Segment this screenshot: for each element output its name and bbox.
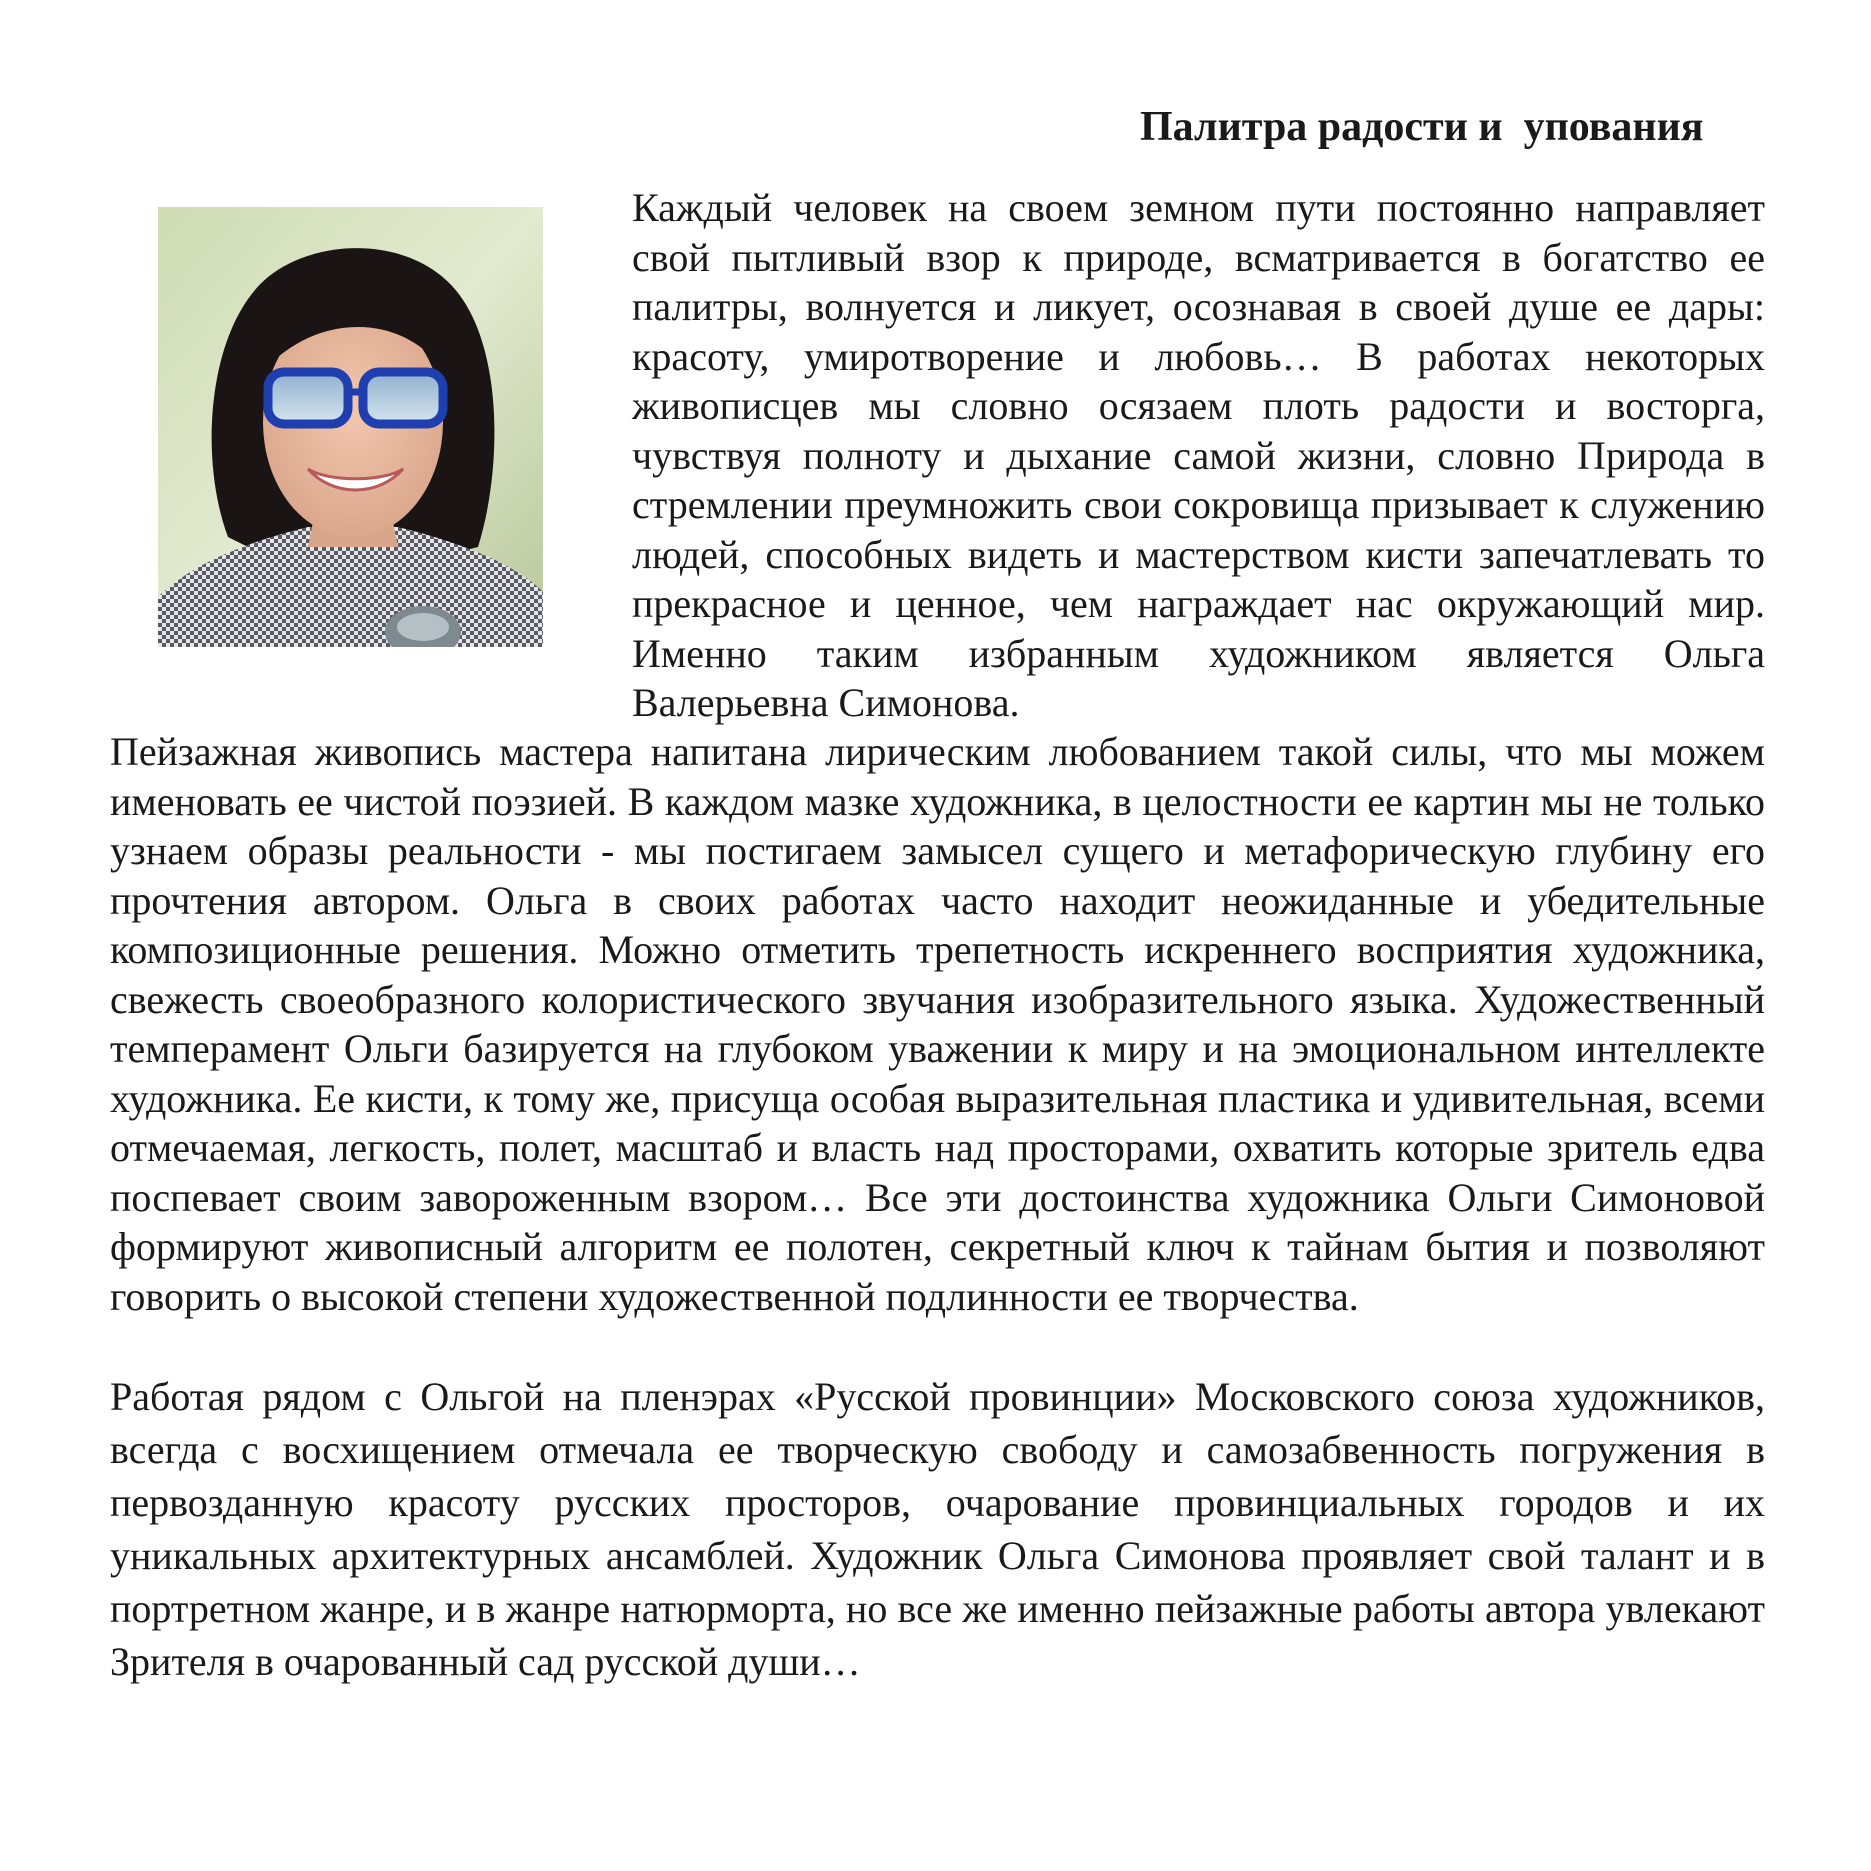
body-paragraph-2: Работая рядом с Ольгой на пленэрах «Русской провинции» Московского союза художников, всегда с восхищением отмечала ее творческую свободу и самозабвенность погружения в первозданную красоту русских просторов, очарование провинциальных городов и их уникальных архитектурных ансамблей. Художник Ольга Симонова проявляет свой талант и в портретном жанре, и в жанре натюрморта, но все же именно пейзажные работы автора увлекают Зрителя в очарованный сад русской души… — [110, 1374, 1765, 1684]
body-paragraph-1: Пейзажная живопись мастера напитана лирическим любованием такой силы, что мы можем именовать ее чистой поэзией. В каждом мазке художника, в целостности ее картин мы не только узнаем образы реальности - мы постигаем замысел сущего и метафорическую глубину его прочтения автором. Ольга в своих работах часто находит неожиданные и убедительные композиционные решения. Можно отметить трепетность искреннего восприятия художника, свежесть своеобразного колористического звучания изобразительного языка. Художественный темперамент Ольги базируется на глубоком уважении к миру и на эмоциональном интеллекте художника. Ее кисти, к тому же, присуща особая выразительная пластика и удивительная, всеми отмечаемая, легкость, полет, масштаб и власть над просторами, охватить которые зритель едва поспевает своим завороженным взором… Все эти достоинства художника Ольги Симоновой формируют живописный алгоритм ее полотен, секретный ключ к тайнам бытия и позволяют говорить о высокой степени художественной подлинности ее творчества. — [110, 729, 1765, 1319]
author-portrait — [158, 207, 543, 647]
intro-paragraph: Каждый человек на своем земном пути постоянно направляет свой пытливый взор к природе, всматривается в богатство ее палитры, волнуется и ликует, осознавая в своей душе ее дары: красоту, умиротворение и любовь… В работах некоторых живописцев мы словно осязаем плоть радости и восторга, чувствуя полноту и дыхание самой жизни, словно Природа в стремлении преумножить свои сокровища призывает к служению людей, способных видеть и мастерством кисти запечатлевать то прекрасное и ценное, чем награждает нас окружающий мир. Именно таким избранным художником является Ольга Валерьевна Симонова. — [632, 185, 1765, 725]
article-title: Палитра радости и упования — [1140, 104, 1704, 150]
